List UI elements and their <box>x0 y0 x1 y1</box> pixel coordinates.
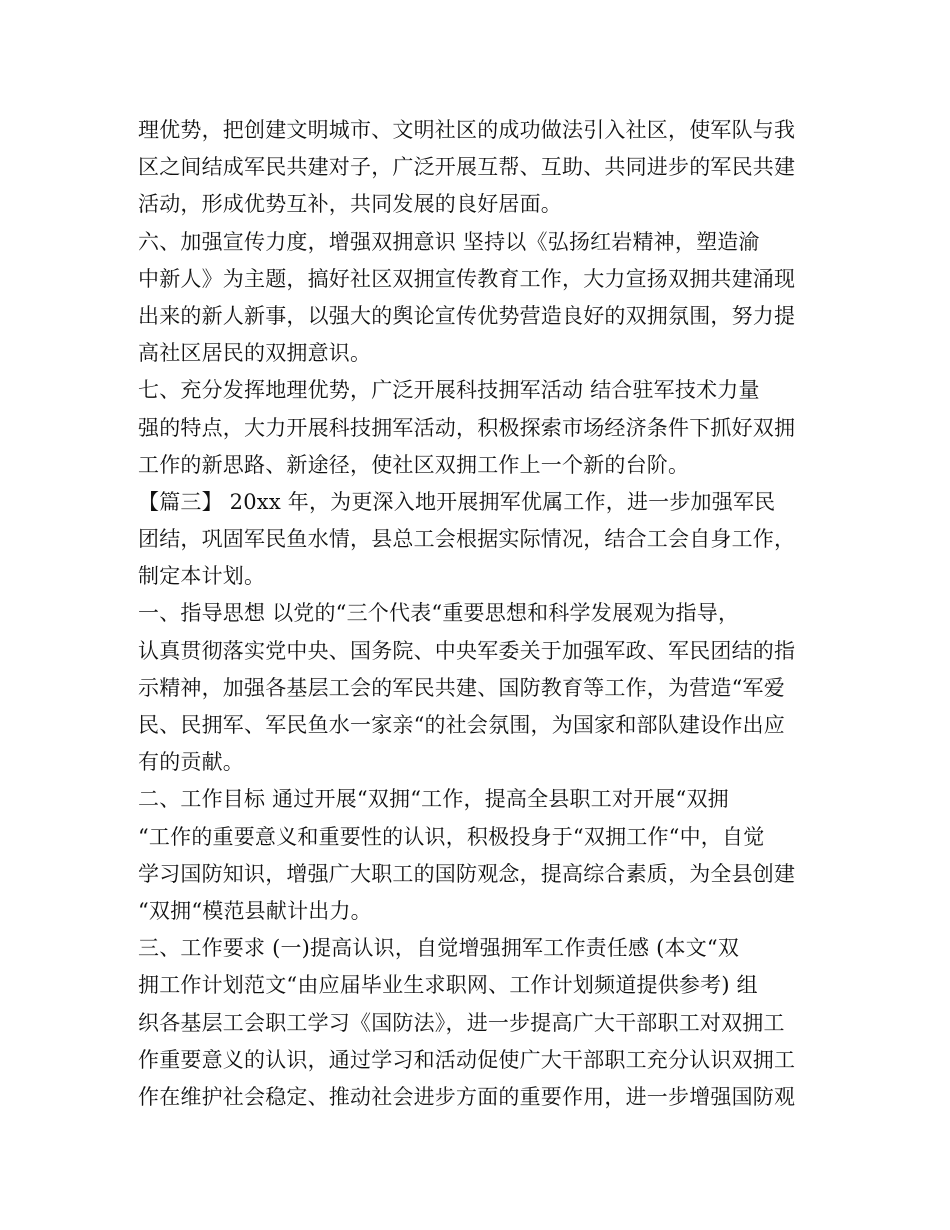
document-body-text <box>138 112 818 1116</box>
text-line: 理优势，把创建文明城市、文明社区的成功做法引入社区，使军队与我 <box>138 118 796 142</box>
text-line: 区之间结成军民共建对子，广泛开展互帮、互助、共同进步的军民共建 <box>138 155 796 180</box>
text-line: 高社区居民的双拥意识。 <box>138 341 372 366</box>
text-line: 强的特点，大力开展科技拥军活动，积极探索市场经济条件下抓好双拥 <box>138 415 796 440</box>
text-line: 织各基层工会职工学习《国防法》，进一步提高广大干部职工对双拥工 <box>138 1010 785 1035</box>
text-line: 活动，形成优势互补，共同发展的良好居面。 <box>138 192 562 217</box>
text-line: 出来的新人新事，以强大的舆论宣传优势营造良好的双拥氛围，努力提 <box>138 303 796 328</box>
section-heading-line: 三、工作要求 (一)提高认识，自觉增强拥军工作责任感 (本文“双 <box>138 936 740 961</box>
text-line: 作在维护社会稳定、推动社会进步方面的重要作用，进一步增强国防观 <box>138 1084 796 1109</box>
section-heading-line: 六、加强宣传力度，增强双拥意识 坚持以《弘扬红岩精神，塑造渝 <box>138 229 760 254</box>
text-line: 中新人》为主题，搞好社区双拥宣传教育工作，大力宣扬双拥共建涌现 <box>138 266 796 291</box>
text-line: 制定本计划。 <box>138 564 266 589</box>
text-line: 认真贯彻落实党中央、国务院、中央军委关于加强军政、军民团结的指 <box>138 638 796 663</box>
text-line: “双拥“模范县献计出力。 <box>138 898 372 923</box>
section-heading-line: 二、工作目标 通过开展“双拥“工作，提高全县职工对开展“双拥 <box>138 787 729 812</box>
text-line: 拥工作计划范文“由应届毕业生求职网、工作计划频道提供参考) 组 <box>138 973 758 998</box>
text-line: 示精神，加强各基层工会的军民共建、国防教育等工作，为营造“军爱 <box>138 675 785 700</box>
section-heading-line: 七、充分发挥地理优势，广泛开展科技拥军活动 结合驻军技术力量 <box>138 378 760 403</box>
text-line: 作重要意义的认识，通过学习和活动促使广大干部职工充分认识双拥工 <box>138 1047 796 1072</box>
text-line: 工作的新思路、新途径，使社区双拥工作上一个新的台阶。 <box>138 452 690 477</box>
text-line: 民、民拥军、军民鱼水一家亲“的社会氛围，为国家和部队建设作出应 <box>138 713 785 737</box>
text-line: 团结，巩固军民鱼水情，县总工会根据实际情况，结合工会自身工作， <box>138 527 796 552</box>
section-heading-line: 【篇三】 20xx 年，为更深入地开展拥军优属工作，进一步加强军民 <box>138 489 776 514</box>
text-line: 学习国防知识，增强广大职工的国防观念，提高综合素质，为全县创建 <box>138 861 796 886</box>
text-line: “工作的重要意义和重要性的认识，积极投身于“双拥工作“中，自觉 <box>138 824 765 849</box>
text-line: 有的贡献。 <box>138 750 244 775</box>
section-heading-line: 一、指导思想 以党的“三个代表“重要思想和科学发展观为指导， <box>138 601 740 626</box>
